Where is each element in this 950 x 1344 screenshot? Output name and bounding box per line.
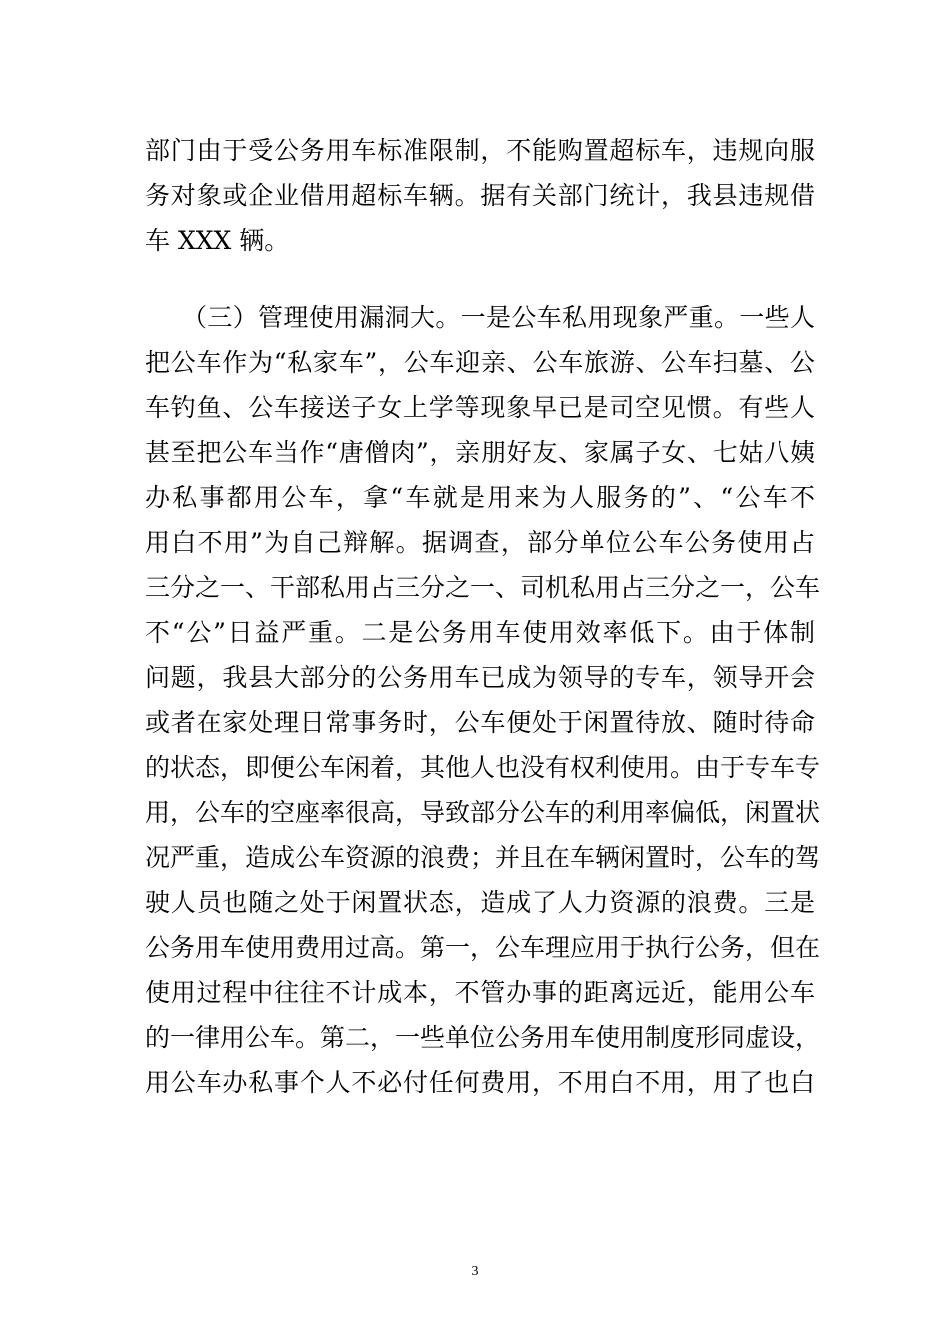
text-line: 用，公车的空座率很高，导致部分公车的利用率偏低，闲置状: [145, 798, 821, 827]
paragraph: [145, 295, 821, 1105]
text-line: 问题，我县大部分的公务用车已成为领导的专车，领导开会: [145, 663, 815, 692]
text-line: 用白不用”为自己辩解。据调查，部分单位公车公务使用占: [145, 528, 815, 557]
paragraph: [145, 128, 815, 263]
text-line: 办私事都用公车，拿“车就是用来为人服务的”、“公车不: [145, 483, 815, 512]
text-line: 把公车作为“私家车”，公车迎亲、公车旅游、公车扫墓、公: [145, 348, 815, 377]
text-line: 使用过程中往往不计成本，不管办事的距离远近，能用公车: [145, 978, 815, 1007]
body-text: [145, 128, 821, 1105]
text-line: 况严重，造成公车资源的浪费；并且在车辆闲置时，公车的驾: [145, 843, 821, 872]
text-line: 三分之一、干部私用占三分之一、司机私用占三分之一，公车: [145, 573, 821, 602]
page-number: 3: [471, 1264, 479, 1279]
text-line: 的状态，即便公车闲着，其他人也没有权利使用。由于专车专: [145, 753, 821, 782]
text-line: 用公车办私事个人不必付任何费用，不用白不用，用了也白: [145, 1068, 815, 1097]
text-line: 务对象或企业借用超标车辆。据有关部门统计，我县违规借: [145, 181, 815, 210]
text-line: 车 XXX 辆。: [145, 226, 290, 255]
text-line: （三）管理使用漏洞大。一是公车私用现象严重。一些人: [182, 303, 815, 332]
paragraph-gap: [145, 263, 815, 295]
text-line: 公务用车使用费用过高。第一，公车理应用于执行公务，但在: [145, 933, 821, 962]
text-line: 车钓鱼、公车接送子女上学等现象早已是司空见惯。有些人: [145, 393, 815, 422]
text-line: 或者在家处理日常事务时，公车便处于闲置待放、随时待命: [145, 708, 815, 737]
text-line: 甚至把公车当作“唐僧肉”，亲朋好友、家属子女、七姑八姨: [145, 438, 815, 467]
text-line: 部门由于受公务用车标准限制，不能购置超标车，违规向服: [145, 136, 815, 165]
text-line: 驶人员也随之处于闲置状态，造成了人力资源的浪费。三是: [145, 888, 815, 917]
text-line: 的一律用公车。第二，一些单位公务用车使用制度形同虚设，: [145, 1023, 821, 1052]
text-line: 不“公”日益严重。二是公务用车使用效率低下。由于体制: [145, 618, 815, 647]
